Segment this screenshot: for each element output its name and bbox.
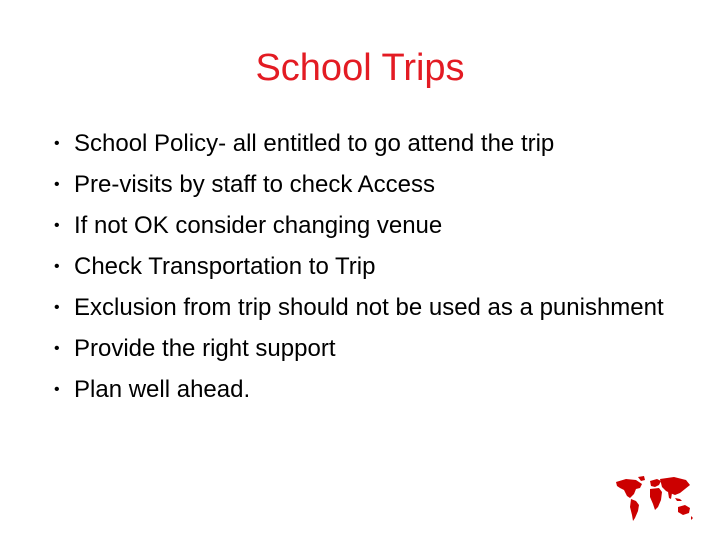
- map-africa: [650, 488, 662, 510]
- map-south-america: [630, 499, 639, 521]
- bullet-text: Check Transportation to Trip: [74, 253, 376, 280]
- bullet-dot-icon: •: [54, 340, 60, 357]
- bullet-text: Plan well ahead.: [74, 376, 251, 403]
- map-australia: [678, 505, 690, 515]
- bullet-list: [54, 126, 684, 413]
- bullet-text: Exclusion from trip should not be used as a punishment: [74, 294, 664, 321]
- bullet-text: Provide the right support: [74, 335, 336, 362]
- bullet-text: If not OK consider changing venue: [74, 212, 443, 239]
- map-new-zealand: [691, 516, 693, 520]
- bullet-dot-icon: •: [54, 176, 60, 193]
- bullet-item: [54, 167, 684, 202]
- bullet-item: [54, 372, 684, 407]
- bullet-dot-icon: •: [54, 381, 60, 398]
- map-europe: [650, 479, 661, 487]
- map-asia: [660, 477, 690, 495]
- map-indonesia: [675, 498, 682, 501]
- map-north-america: [616, 479, 642, 498]
- slide-title: School Trips: [255, 47, 465, 89]
- bullet-dot-icon: •: [54, 217, 60, 234]
- bullet-item: [54, 249, 684, 284]
- bullet-text: School Policy- all entitled to go attend the trip: [74, 130, 555, 157]
- map-greenland: [638, 476, 645, 481]
- bullet-item: [54, 331, 684, 366]
- world-map-icon: [612, 474, 694, 526]
- bullet-text: Pre-visits by staff to check Access: [74, 171, 436, 198]
- bullet-item: [54, 126, 684, 161]
- bullet-dot-icon: •: [54, 299, 60, 316]
- bullet-dot-icon: •: [54, 135, 60, 152]
- bullet-item: [54, 208, 684, 243]
- map-india: [668, 492, 672, 499]
- bullet-dot-icon: •: [54, 258, 60, 275]
- bullet-item: [54, 290, 684, 325]
